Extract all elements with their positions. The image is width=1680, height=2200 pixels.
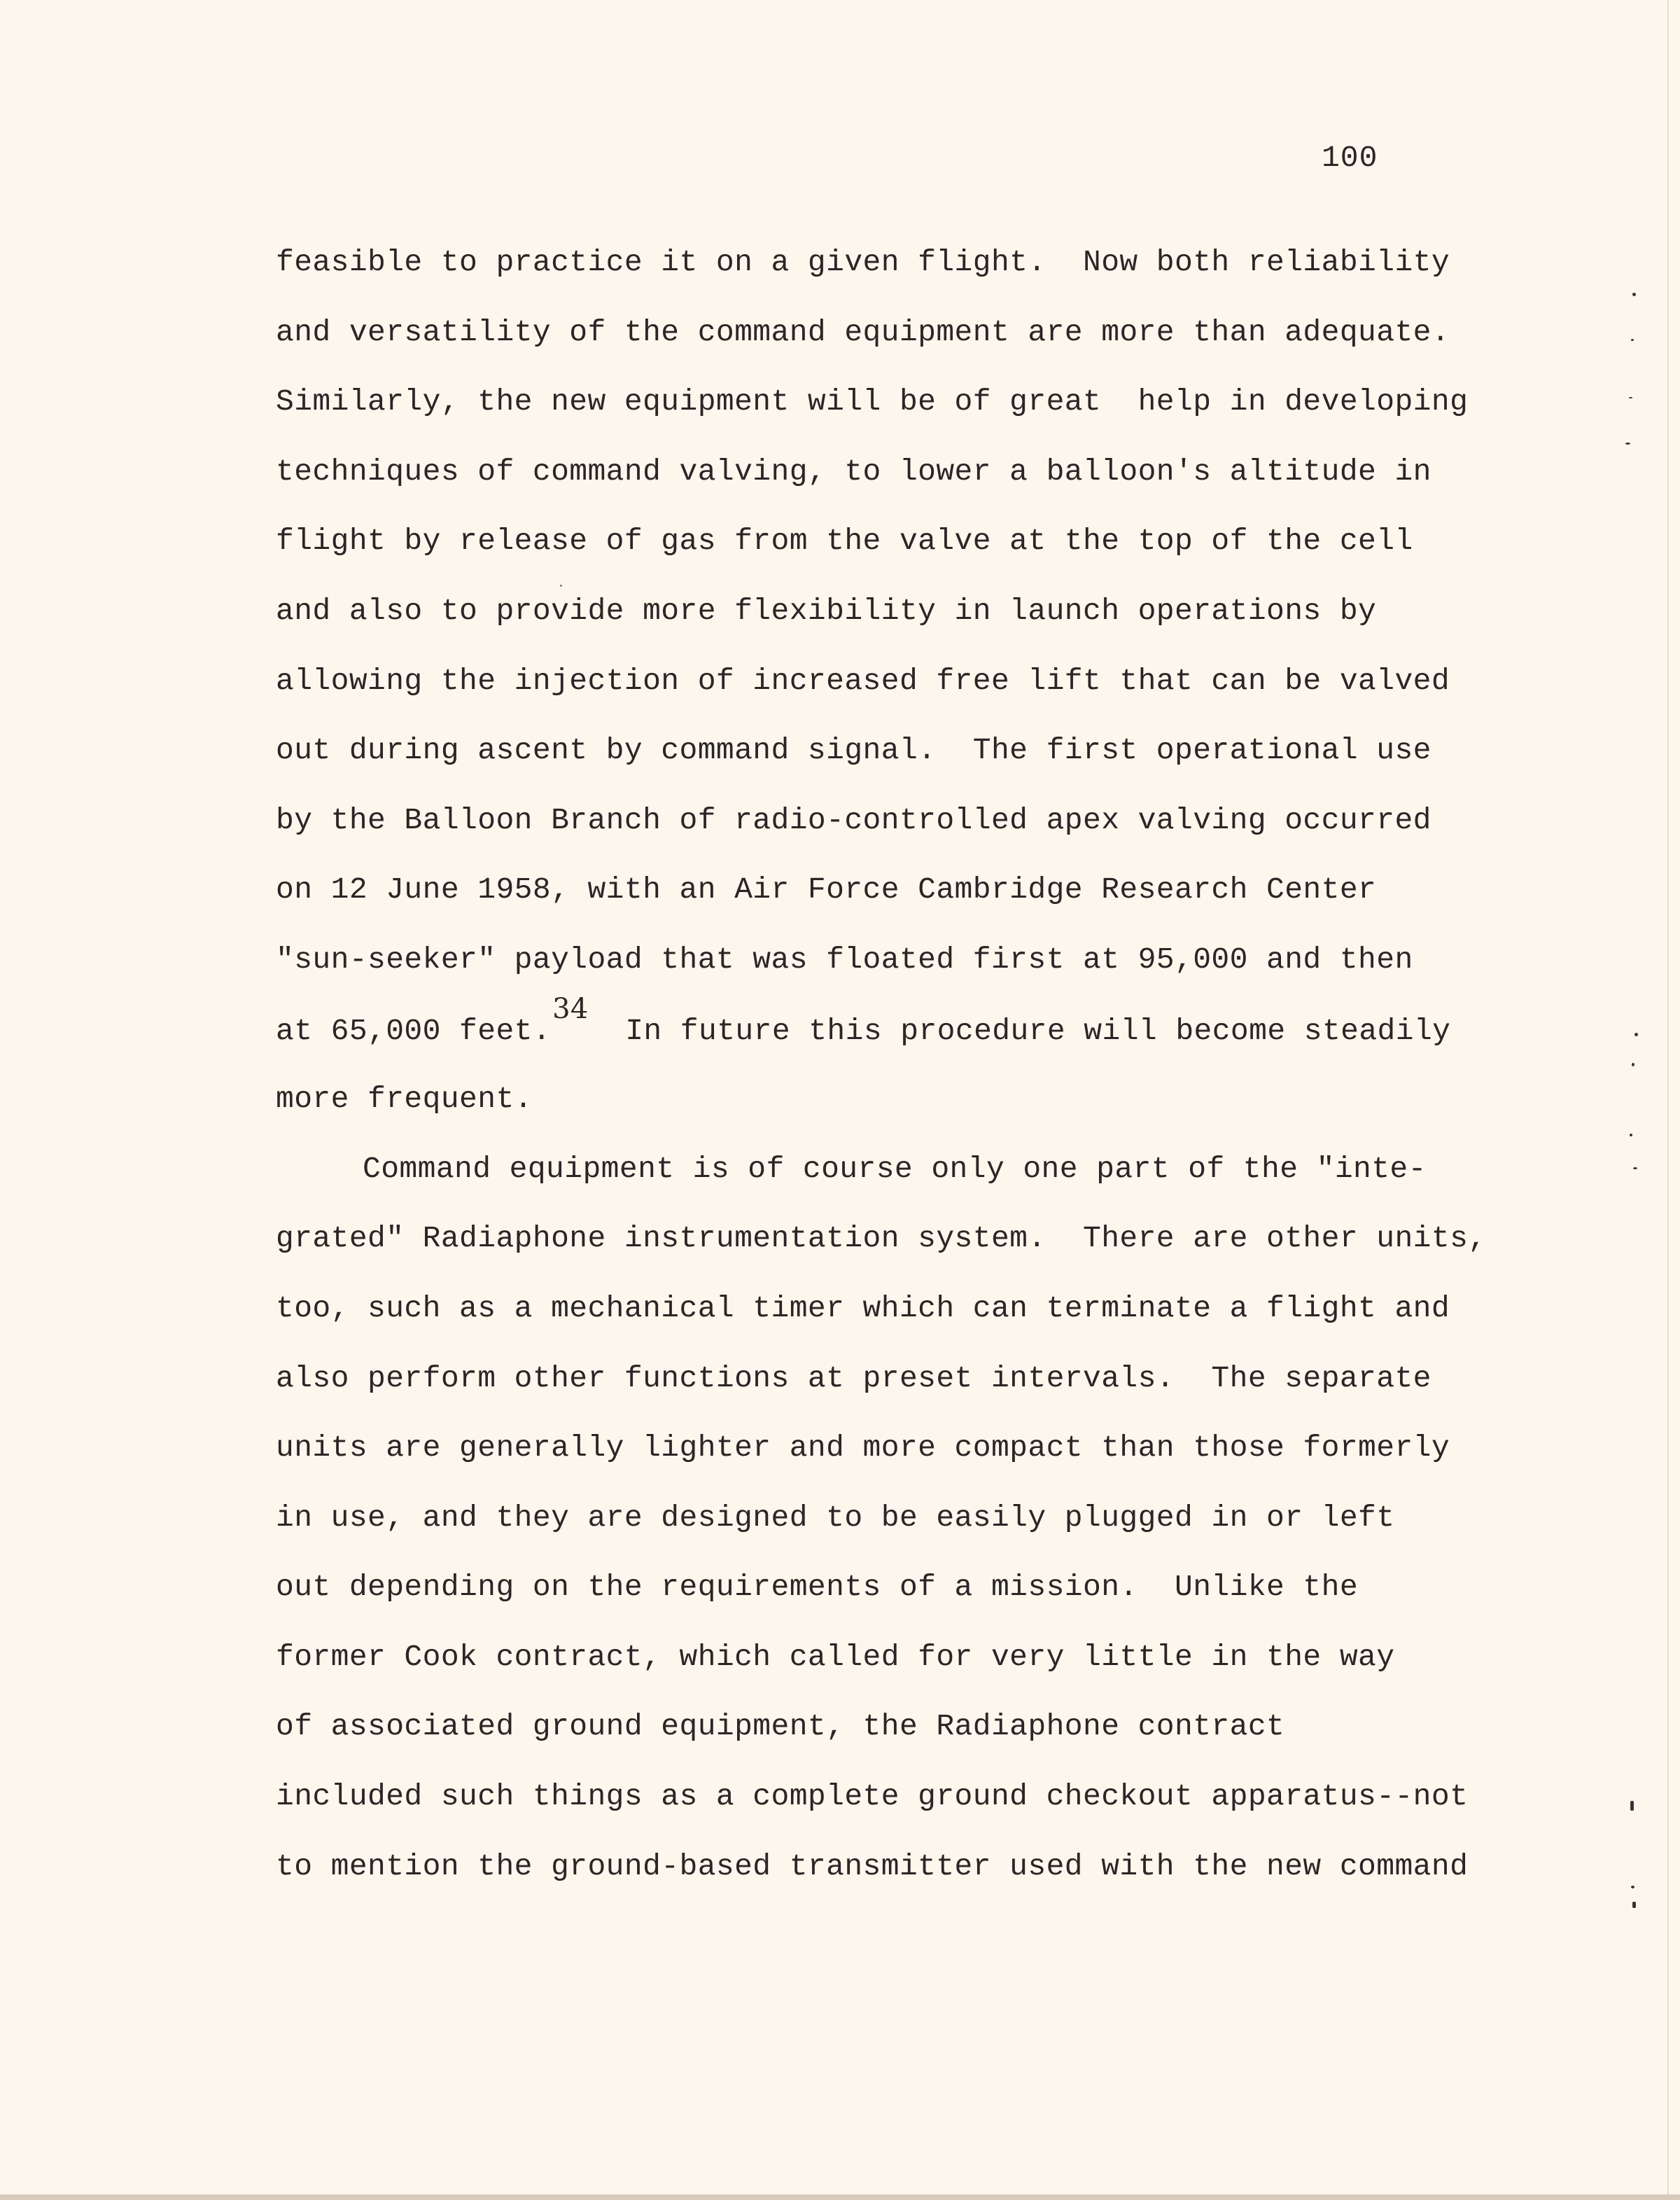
text-line: grated" Radiaphone instrumentation system. There are other units, [276,1221,1487,1256]
footnote-line [276,992,1451,1079]
paragraph-end-line: more frequent. [276,1082,533,1117]
text-line: also perform other functions at preset intervals. The separate [276,1360,1432,1395]
text-line: in use, and they are designed to be easily plugged in or left [276,1500,1395,1535]
body-text [276,242,1487,1915]
text-line: out during ascent by command signal. The first operational use [276,733,1432,768]
text-line: Similarly, the new equipment will be of great help in developing [276,384,1469,419]
margin-speck [1632,293,1636,296]
margin-speck [1630,1801,1634,1811]
text-line: units are generally lighter and more compact than those formerly [276,1430,1450,1465]
margin-speck [1632,1902,1636,1908]
margin-speck [1629,397,1632,398]
text-line: out depending on the requirements of a mission. Unlike the [276,1570,1359,1605]
page-number: 100 [1322,141,1378,175]
margin-speck [1633,1167,1637,1169]
text-line: "sun-seeker" payload that was floated first at 95,000 and then [276,942,1413,977]
paragraph-opening-line: Command equipment is of course only one part of the "inte- [363,1151,1427,1186]
paper-speck [560,585,562,587]
page-bottom-edge [0,2194,1680,2200]
text-line: former Cook contract, which called for very little in the way [276,1639,1395,1674]
text-line: and also to provide more flexibility in launch operations by [276,593,1377,628]
margin-speck [1631,1886,1634,1888]
text-line: and versatility of the command equipment are more than adequate. [276,314,1450,349]
margin-speck [1631,339,1634,341]
text-line: flight by release of gas from the valve at the top of the cell [276,524,1413,559]
text-line: on 12 June 1958, with an Air Force Cambridge Research Center [276,872,1377,907]
margin-speck [1634,1033,1638,1036]
footnote-line-start: at 65,000 feet. [276,1013,552,1048]
text-line: included such things as a complete ground checkout apparatus--not [276,1779,1469,1814]
text-line: feasible to practice it on a given flight. Now both reliability [276,245,1450,279]
text-line: too, such as a mechanical timer which can terminate a flight and [276,1290,1450,1325]
text-line: allowing the injection of increased free lift that can be valved [276,663,1450,698]
footnote-line-end: In future this procedure will become steadily [588,1013,1451,1048]
page-edge-shadow [1667,0,1669,2200]
margin-speck [1630,1134,1632,1136]
margin-speck [1632,1063,1634,1066]
text-line: by the Balloon Branch of radio-controlled apex valving occurred [276,802,1432,837]
text-line: techniques of command valving, to lower a balloon's altitude in [276,454,1432,489]
text-line: of associated ground equipment, the Radiaphone contract [276,1709,1285,1744]
text-line: to mention the ground-based transmitter used with the new command [276,1849,1469,1884]
footnote-reference: 34 [552,992,589,1025]
margin-speck [1625,443,1630,445]
